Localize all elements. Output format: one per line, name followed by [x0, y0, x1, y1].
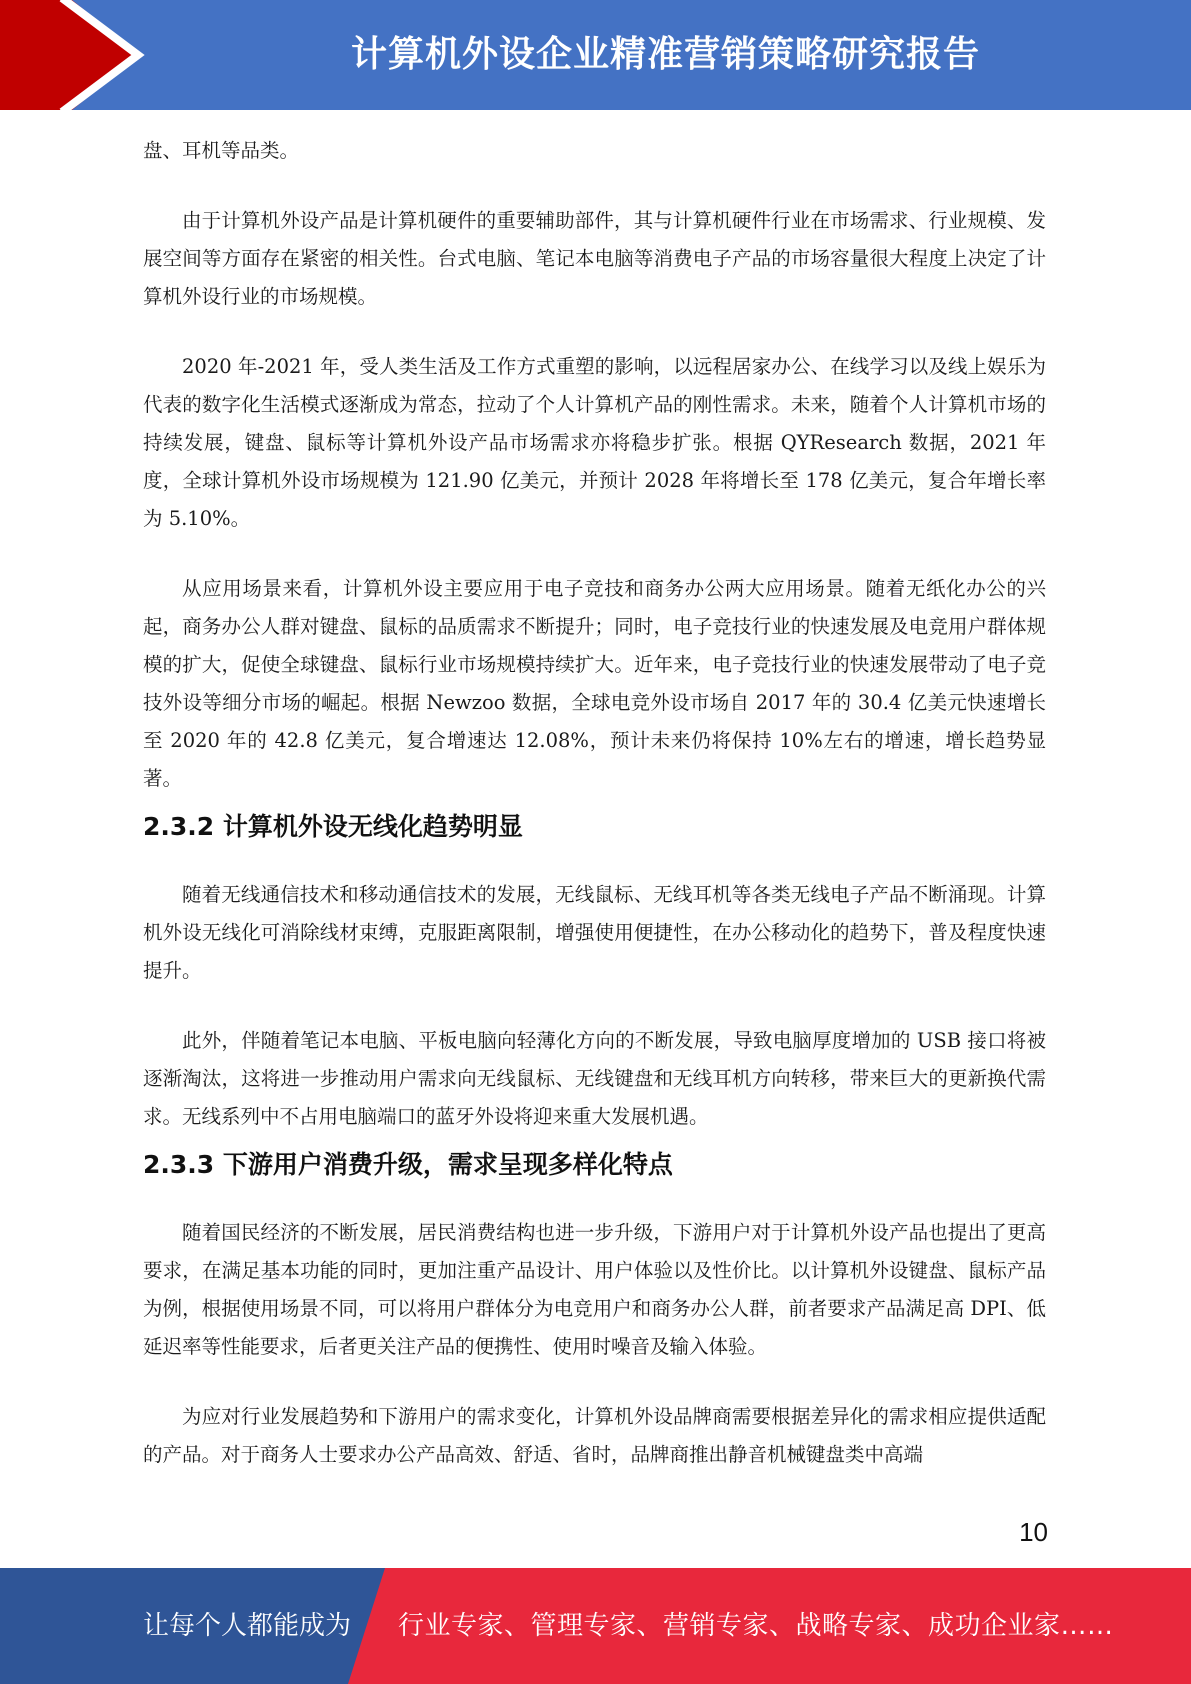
footer-slogan-left: 让每个人都能成为 — [143, 1611, 352, 1641]
section-heading-2-3-2: 2.3.2 计算机外设无线化趋势明显 — [143, 812, 523, 841]
header-chevron-decoration — [0, 0, 160, 110]
page-header — [0, 0, 1191, 110]
paragraph: 2020 年-2021 年，受人类生活及工作方式重塑的影响，以远程居家办公、在线学习以及线上娱乐为代表的数字化生活模式逐渐成为常态，拉动了个人计算机产品的刚性需求。未来，随着个人计算机市场的持续发展，键盘、鼠标等计算机外设产品市场需求亦将稳步扩张。根据 QYResearch 数据，2021 年度，全球计算机外设市场规模为 121.90 亿美元，并预计 2028 年将增长至 178 亿美元，复合年增长率为 5.10%。 — [143, 355, 1046, 530]
page-body — [143, 132, 1046, 1474]
footer-slogan-right: 行业专家、管理专家、营销专家、战略专家、成功企业家…… — [398, 1611, 1114, 1641]
report-title: 计算机外设企业精准营销策略研究报告 — [350, 34, 980, 75]
section-heading-2-3-3: 2.3.3 下游用户消费升级，需求呈现多样化特点 — [143, 1150, 673, 1179]
paragraph: 由于计算机外设产品是计算机硬件的重要辅助部件，其与计算机硬件行业在市场需求、行业规模、发展空间等方面存在紧密的相关性。台式电脑、笔记本电脑等消费电子产品的市场容量很大程度上决定了计算机外设行业的市场规模。 — [143, 209, 1046, 308]
page-footer — [0, 1568, 1191, 1684]
paragraph: 从应用场景来看，计算机外设主要应用于电子竞技和商务办公两大应用场景。随着无纸化办公的兴起，商务办公人群对键盘、鼠标的品质需求不断提升；同时，电子竞技行业的快速发展及电竞用户群体规模的扩大，促使全球键盘、鼠标行业市场规模持续扩大。近年来，电子竞技行业的快速发展带动了电子竞技外设等细分市场的崛起。根据 Newzoo 数据，全球电竞外设市场自 2017 年的 30.4 亿美元快速增长至 2020 年的 42.8 亿美元，复合增速达 12.08%，预计未来仍将保持 10%左右的增速，增长趋势显著。 — [143, 577, 1046, 790]
page-number: 10 — [1019, 1517, 1048, 1547]
paragraph: 随着国民经济的不断发展，居民消费结构也进一步升级，下游用户对于计算机外设产品也提出了更高要求，在满足基本功能的同时，更加注重产品设计、用户体验以及性价比。以计算机外设键盘、鼠标产品为例，根据使用场景不同，可以将用户群体分为电竞用户和商务办公人群，前者要求产品满足高 DPI、低延迟率等性能要求，后者更关注产品的便携性、使用时噪音及输入体验。 — [143, 1221, 1046, 1358]
paragraph: 盘、耳机等品类。 — [143, 139, 300, 162]
paragraph: 随着无线通信技术和移动通信技术的发展，无线鼠标、无线耳机等各类无线电子产品不断涌现。计算机外设无线化可消除线材束缚，克服距离限制，增强使用便捷性，在办公移动化的趋势下，普及程度快速提升。 — [143, 883, 1046, 982]
paragraph: 此外，伴随着笔记本电脑、平板电脑向轻薄化方向的不断发展，导致电脑厚度增加的 USB 接口将被逐渐淘汰，这将进一步推动用户需求向无线鼠标、无线键盘和无线耳机方向转移，带来巨大的更新换代需求。无线系列中不占用电脑端口的蓝牙外设将迎来重大发展机遇。 — [143, 1029, 1046, 1128]
paragraph: 为应对行业发展趋势和下游用户的需求变化，计算机外设品牌商需要根据差异化的需求相应提供适配的产品。对于商务人士要求办公产品高效、舒适、省时，品牌商推出静音机械键盘类中高端 — [143, 1405, 1046, 1466]
